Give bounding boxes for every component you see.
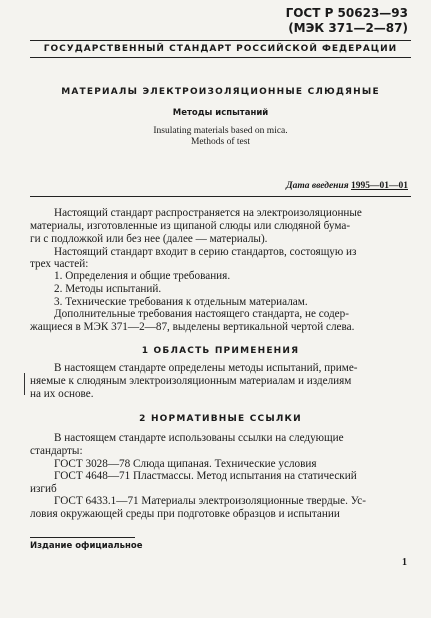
section-2-reference: ГОСТ 3028—78 Слюда щипаная. Технические условия	[54, 458, 317, 470]
intro-line: Настоящий стандарт распространяется на электроизоляционные	[54, 207, 362, 219]
state-standard-banner: ГОСУДАРСТВЕННЫЙ СТАНДАРТ РОССИЙСКОЙ ФЕДЕРАЦИИ	[43, 44, 398, 54]
section-1-line: В настоящем стандарте определены методы испытаний, приме-	[54, 362, 358, 374]
iec-equivalent-code: (МЭК 371—2—87)	[288, 21, 408, 35]
intro-line: жащиеся в МЭК 371—2—87, выделены вертикальной чертой слева.	[30, 321, 355, 333]
intro-line: Настоящий стандарт входит в серию стандартов, состоящую из	[54, 246, 357, 258]
section-2-reference: ловия окружающей среды при подготовке образцов и испытании	[30, 508, 340, 520]
document-title: МАТЕРИАЛЫ ЭЛЕКТРОИЗОЛЯЦИОННЫЕ СЛЮДЯНЫЕ	[61, 87, 380, 97]
section-2-line: стандарты:	[30, 445, 83, 457]
effective-date	[286, 181, 408, 191]
date-rule	[30, 196, 411, 197]
intro-list-item: 3. Технические требования к отдельным материалам.	[54, 296, 308, 308]
section-1-heading: 1 ОБЛАСТЬ ПРИМЕНЕНИЯ	[141, 346, 300, 356]
section-2-heading: 2 НОРМАТИВНЫЕ ССЫЛКИ	[139, 414, 302, 424]
intro-line: материалы, изготовленные из щипаной слюды или слюдяной бума-	[30, 220, 351, 232]
footer-rule	[30, 537, 135, 538]
section-2-reference: ГОСТ 6433.1—71 Материалы электроизоляционные твердые. Ус-	[54, 495, 366, 507]
english-title-line1: Insulating materials based on mica.	[153, 126, 288, 136]
section-2-reference: изгиб	[30, 483, 57, 495]
intro-line: трех частей:	[30, 258, 89, 270]
intro-list-item: 1. Определения и общие требования.	[54, 270, 231, 282]
document-subtitle: Методы испытаний	[172, 108, 269, 118]
effective-date-label: Дата введения	[286, 181, 349, 191]
section-2-reference: ГОСТ 4648—71 Пластмассы. Метод испытания на статический	[54, 470, 357, 482]
intro-line: Дополнительные требования настоящего стандарта, не содер-	[54, 308, 349, 320]
effective-date-value: 1995—01—01	[351, 181, 408, 191]
header-rule-bottom	[30, 57, 411, 58]
intro-line: ги с подложкой или без нее (далее — материалы).	[30, 233, 268, 245]
section-1-line: няемые к слюдяным электроизоляционным материалам и изделиям	[30, 375, 352, 387]
additional-requirement-bar	[24, 373, 25, 395]
official-edition-label: Издание официальное	[30, 541, 143, 551]
intro-list-item: 2. Методы испытаний.	[54, 283, 162, 295]
header-rule-top	[30, 40, 411, 41]
page-number: 1	[402, 557, 407, 568]
document-code: ГОСТ Р 50623—93	[285, 6, 408, 20]
section-2-line: В настоящем стандарте использованы ссылки на следующие	[54, 432, 344, 444]
english-title-line2: Methods of test	[190, 137, 251, 147]
section-1-line: на их основе.	[30, 388, 94, 400]
